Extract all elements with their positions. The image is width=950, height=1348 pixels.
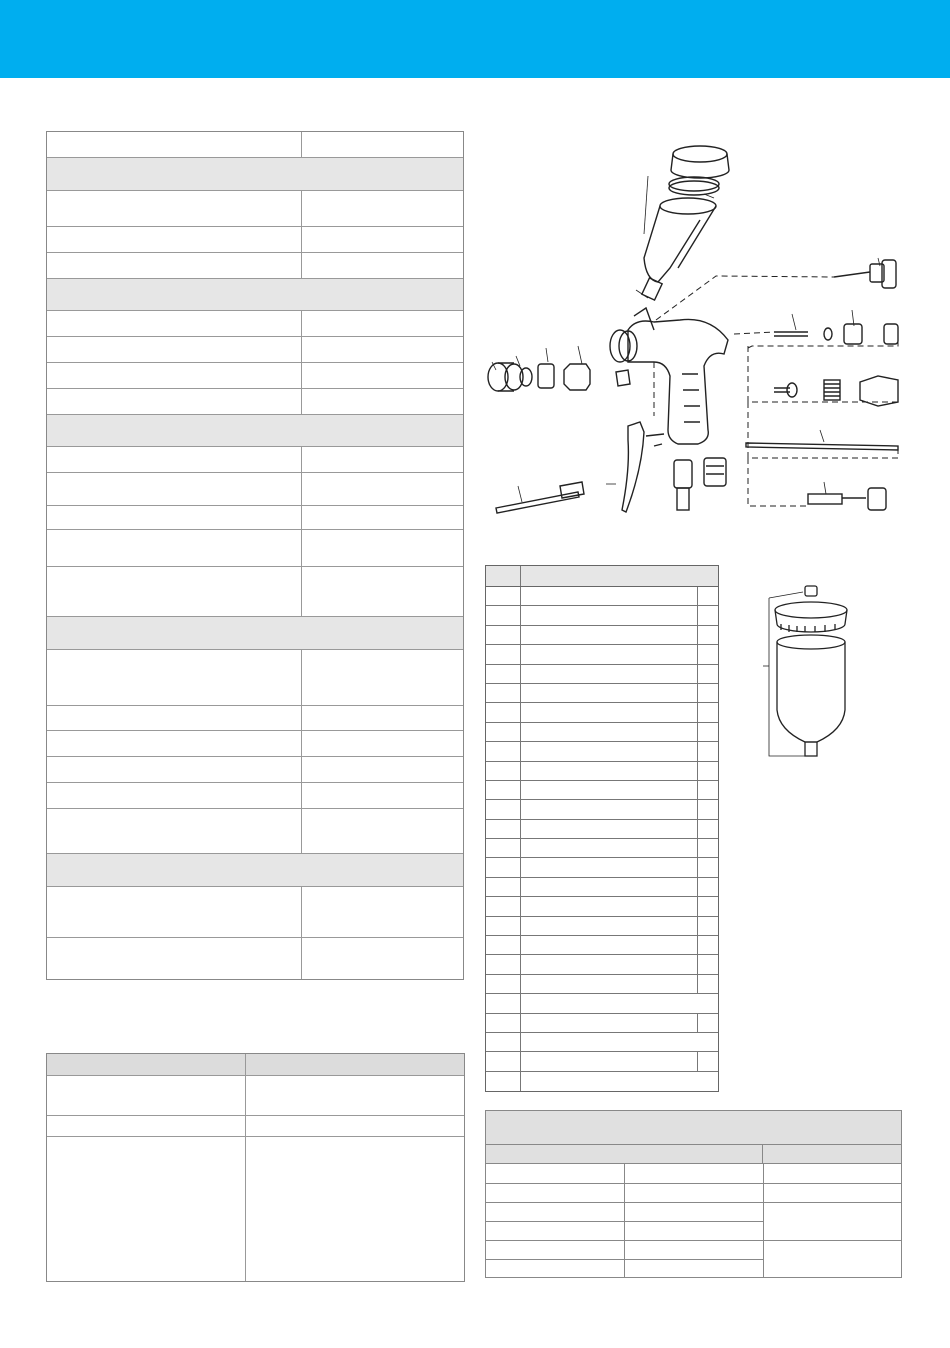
parts-row	[486, 1014, 718, 1033]
spec-row	[47, 447, 463, 473]
parts-row	[486, 839, 718, 858]
parts-row	[486, 742, 718, 761]
spec-row	[47, 731, 463, 757]
parts-row	[486, 762, 718, 781]
specification-table	[46, 131, 464, 980]
parts-row	[486, 975, 718, 994]
table-row	[47, 1137, 464, 1281]
parts-row	[486, 684, 718, 703]
spec-row	[47, 506, 463, 530]
nozzle-table-body	[486, 1164, 901, 1277]
parts-row	[486, 665, 718, 684]
parts-row	[486, 878, 718, 897]
spec-row	[47, 706, 463, 731]
spec-section-header	[47, 415, 463, 447]
spec-row	[47, 473, 463, 506]
nozzle-table-title	[486, 1111, 901, 1145]
parts-row	[486, 1072, 718, 1091]
parts-row	[486, 1033, 718, 1052]
spec-row	[47, 311, 463, 337]
table-row	[47, 1076, 464, 1116]
parts-list-table	[485, 565, 719, 1092]
spec-row	[47, 227, 463, 253]
spec-row	[47, 783, 463, 809]
spec-row	[47, 191, 463, 227]
spec-row	[47, 363, 463, 389]
parts-row	[486, 626, 718, 645]
spec-row	[47, 530, 463, 567]
parts-row	[486, 606, 718, 625]
parts-list-header	[486, 566, 718, 587]
spec-row	[47, 253, 463, 279]
spec-section-header	[47, 854, 463, 887]
header-band	[0, 0, 950, 78]
parts-row	[486, 703, 718, 722]
parts-row	[486, 587, 718, 606]
parts-row	[486, 820, 718, 839]
paint-cup-diagram	[755, 580, 865, 765]
bottom-left-table-header	[47, 1054, 464, 1076]
parts-row	[486, 781, 718, 800]
spec-section-header	[47, 617, 463, 650]
parts-row	[486, 917, 718, 936]
spec-row	[47, 389, 463, 415]
spec-row	[47, 887, 463, 938]
spec-row	[47, 337, 463, 363]
parts-row	[486, 723, 718, 742]
parts-row	[486, 1052, 718, 1071]
parts-row	[486, 994, 718, 1013]
spec-section-header	[47, 158, 463, 191]
spec-section-header	[47, 279, 463, 311]
nozzle-table-subheader	[486, 1145, 901, 1164]
spec-row	[47, 650, 463, 706]
parts-row	[486, 955, 718, 974]
parts-row	[486, 800, 718, 819]
parts-row	[486, 897, 718, 916]
parts-row	[486, 645, 718, 664]
bottom-left-table	[46, 1053, 465, 1282]
nozzle-table	[485, 1110, 902, 1278]
spray-gun-exploded-diagram	[478, 140, 918, 530]
spec-row	[47, 757, 463, 783]
spec-row	[47, 567, 463, 617]
parts-row	[486, 858, 718, 877]
table-row	[47, 1116, 464, 1137]
spec-row	[47, 938, 463, 979]
spec-row	[47, 132, 463, 158]
parts-row	[486, 936, 718, 955]
spec-row	[47, 809, 463, 854]
